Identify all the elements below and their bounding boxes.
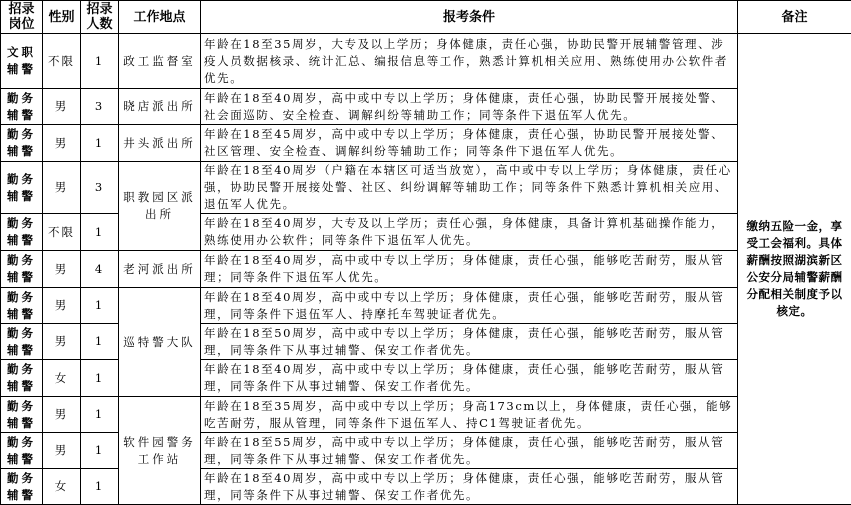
location-cell: 软件园警务工作站 — [119, 397, 201, 505]
count-cell: 1 — [81, 34, 119, 89]
count-cell: 1 — [81, 360, 119, 397]
location-cell: 晓店派出所 — [119, 89, 201, 125]
table-row — [1, 397, 851, 433]
conditions-cell: 年龄在18至40周岁，高中或中专以上学历；身体健康，责任心强，能够吃苦耐劳，服从管理；同等条件下退伍军人优先。 — [201, 251, 738, 288]
conditions-cell: 年龄在18至45周岁，高中或中专以上学历；身体健康，责任心强，协助民警开展接处警、社区管理、安全检查、调解纠纷等辅助工作；同等条件下退伍军人优先。 — [201, 125, 738, 162]
post-cell: 勤务辅警 — [1, 89, 43, 125]
conditions-cell: 年龄在18至40周岁，高中或中专以上学历；身体健康，责任心强，能够吃苦耐劳，服从管理，同等条件下退伍军人、持摩托车驾驶证者优先。 — [201, 288, 738, 324]
header-conditions: 报考条件 — [201, 1, 738, 34]
conditions-cell: 年龄在18至40周岁（户籍在本辖区可适当放宽），高中或中专以上学历；身体健康，责任心强，协助民警开展接处警、社区、纠纷调解等辅助工作；同等条件下熟悉计算机相关应用、退伍军人优先。 — [201, 162, 738, 214]
table-row — [1, 288, 851, 324]
table-row — [1, 125, 851, 162]
gender-cell: 不限 — [43, 214, 81, 251]
location-cell: 井头派出所 — [119, 125, 201, 162]
post-cell: 勤务辅警 — [1, 162, 43, 214]
location-cell: 职教园区派出所 — [119, 162, 201, 251]
post-cell: 勤务辅警 — [1, 288, 43, 324]
post-cell: 勤务辅警 — [1, 214, 43, 251]
post-cell: 勤务辅警 — [1, 360, 43, 397]
count-cell: 1 — [81, 288, 119, 324]
header-row — [1, 1, 851, 34]
post-cell: 勤务辅警 — [1, 397, 43, 433]
count-cell: 4 — [81, 251, 119, 288]
gender-cell: 男 — [43, 433, 81, 469]
gender-cell: 男 — [43, 89, 81, 125]
table-row — [1, 34, 851, 89]
gender-cell: 男 — [43, 397, 81, 433]
conditions-cell: 年龄在18至55周岁，高中或中专以上学历；身体健康，责任心强，能够吃苦耐劳，服从管理，同等条件下从事过辅警、保安工作者优先。 — [201, 433, 738, 469]
table-row — [1, 89, 851, 125]
header-gender: 性别 — [43, 1, 81, 34]
gender-cell: 男 — [43, 162, 81, 214]
conditions-cell: 年龄在18至50周岁，高中或中专以上学历；身体健康，责任心强，能够吃苦耐劳，服从管理，同等条件下从事过辅警、保安工作者优先。 — [201, 324, 738, 360]
count-cell: 3 — [81, 89, 119, 125]
conditions-cell: 年龄在18至40周岁，大专及以上学历；责任心强，身体健康，具备计算机基础操作能力，熟练使用办公软件；同等条件下退伍军人优先。 — [201, 214, 738, 251]
conditions-cell: 年龄在18至40周岁，高中或中专以上学历；身体健康，责任心强，能够吃苦耐劳，服从管理，同等条件下从事过辅警、保安工作者优先。 — [201, 469, 738, 505]
header-post: 招录岗位 — [1, 1, 43, 34]
count-cell: 1 — [81, 214, 119, 251]
conditions-cell: 年龄在18至35周岁，高中或中专以上学历；身高173cm以上，身体健康，责任心强，能够吃苦耐劳，服从管理，同等条件下退伍军人、持C1驾驶证者优先。 — [201, 397, 738, 433]
gender-cell: 男 — [43, 125, 81, 162]
gender-cell: 女 — [43, 360, 81, 397]
gender-cell: 男 — [43, 324, 81, 360]
table-row — [1, 251, 851, 288]
table-row — [1, 162, 851, 214]
count-cell: 3 — [81, 162, 119, 214]
post-cell: 勤务辅警 — [1, 324, 43, 360]
location-cell: 政工监督室 — [119, 34, 201, 89]
header-count: 招录人数 — [81, 1, 119, 34]
conditions-cell: 年龄在18至40周岁，高中或中专以上学历；身体健康，责任心强，协助民警开展接处警、社会面巡防、安全检查、调解纠纷等辅助工作；同等条件下退伍军人优先。 — [201, 89, 738, 125]
gender-cell: 男 — [43, 288, 81, 324]
count-cell: 1 — [81, 469, 119, 505]
count-cell: 1 — [81, 433, 119, 469]
post-cell: 勤务辅警 — [1, 433, 43, 469]
count-cell: 1 — [81, 397, 119, 433]
count-cell: 1 — [81, 125, 119, 162]
post-cell: 勤务辅警 — [1, 251, 43, 288]
conditions-cell: 年龄在18至35周岁，大专及以上学历；身体健康，责任心强，协助民警开展辅警管理、涉疫人员数据核录、统计汇总、编报信息等工作，熟悉计算机相关应用、熟练使用办公软件者优先。 — [201, 34, 738, 89]
gender-cell: 男 — [43, 251, 81, 288]
count-cell: 1 — [81, 324, 119, 360]
remarks-cell: 缴纳五险一金，享受工会福利。具体薪酬按照湖滨新区公安分局辅警薪酬分配相关制度予以核定。 — [738, 34, 851, 505]
header-location: 工作地点 — [119, 1, 201, 34]
gender-cell: 不限 — [43, 34, 81, 89]
gender-cell: 女 — [43, 469, 81, 505]
post-cell: 勤务辅警 — [1, 125, 43, 162]
conditions-cell: 年龄在18至40周岁，高中或中专以上学历；身体健康，责任心强，能够吃苦耐劳，服从管理，同等条件下从事过辅警、保安工作者优先。 — [201, 360, 738, 397]
location-cell: 老河派出所 — [119, 251, 201, 288]
location-cell: 巡特警大队 — [119, 288, 201, 397]
post-cell: 文职辅警 — [1, 34, 43, 89]
post-cell: 勤务辅警 — [1, 469, 43, 505]
header-remarks: 备注 — [738, 1, 851, 34]
